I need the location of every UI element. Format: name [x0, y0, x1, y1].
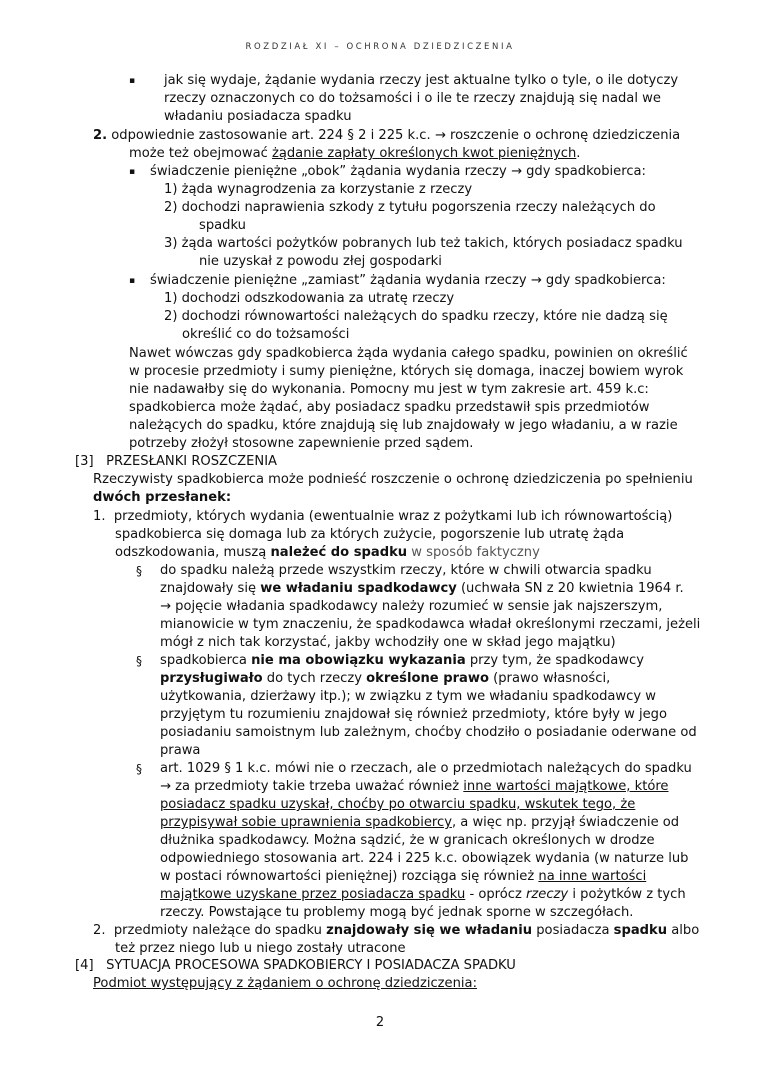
text-line: spadkobierca nie ma obowiązku wykazania przy tym, że spadkodawcy — [160, 653, 644, 668]
text-line: znajdowały się we władaniu spadkodawcy (uchwała SN z 20 kwietnia 1964 r. — [160, 581, 684, 596]
list-item-1: 1. przedmioty, których wydania (ewentualnie wraz z pożytkami lub ich równowartością) — [93, 509, 673, 524]
text-line: Nawet wówczas gdy spadkobierca żąda wydania całego spadku, powinien on określić — [129, 346, 688, 361]
text-line: spadkobierca się domaga lub za których zużycie, pogorszenie lub utratę żąda — [115, 527, 625, 542]
bullet-marker: ▪ — [129, 76, 136, 86]
arrow-icon: → — [510, 164, 522, 179]
text-line: do spadku należą przede wszystkim rzeczy, które w chwili otwarcia spadku — [160, 563, 652, 578]
text-line: dwóch przesłanek: — [93, 490, 232, 505]
text-line: władaniu posiadacza spadku — [164, 109, 352, 124]
list-item-2: 2. odpowiednie zastosowanie art. 224 § 2 i 225 k.c. → roszczenie o ochronę dziedziczenia — [93, 128, 681, 143]
text-line: mianowicie w tym znaczeniu, że spadkodawca władał określonymi rzeczami, jeżeli — [160, 617, 701, 632]
text-line: określić co do tożsamości — [182, 327, 350, 342]
text-line: świadczenie pieniężne „obok” żądania wydania rzeczy → gdy spadkobierca: — [150, 164, 646, 179]
text-line: rzeczy oznaczonych co do tożsamości i o ile te rzeczy znajdują się nadal we — [164, 91, 661, 106]
text-line: przysługiwało do tych rzeczy określone prawo (prawo własności, — [160, 671, 611, 686]
numbered-item: 1) żąda wynagrodzenia za korzystanie z rzeczy — [164, 182, 473, 197]
text-line: w postaci równowartości pieniężnej) rozciąga się również na inne wartości — [160, 869, 647, 884]
list-number: 2. — [93, 128, 108, 143]
list-item-2: 2. przedmioty należące do spadku znajdowały się we władaniu posiadacza spadku albo — [93, 923, 700, 938]
text-line: Podmiot występujący z żądaniem o ochronę dziedziczenia: — [93, 976, 477, 991]
arrow-icon: → — [160, 599, 171, 614]
text-line: → za przedmioty takie trzeba uważać również inne wartości majątkowe, które — [160, 779, 669, 794]
bullet-marker: ▪ — [129, 167, 136, 177]
text-line: prawa — [160, 743, 201, 758]
text-line: należących do spadku, które znajdują się lub znajdowały w jego władaniu, a w razie — [129, 418, 678, 433]
text-line: też przez niego lub u niego zostały utracone — [115, 941, 406, 956]
text-line: Rzeczywisty spadkobierca może podnieść roszczenie o ochronę dziedziczenia po spełnieniu — [93, 472, 693, 487]
text-line: posiadaniu samoistnym lub zależnym, choćby chodziło o posiadanie oderwane od — [160, 725, 697, 740]
running-header: ROZDZIAŁ XI – OCHRONA DZIEDZICZENIA — [245, 42, 515, 52]
text-line: art. 1029 § 1 k.c. mówi nie o rzeczach, ale o przedmiotach należących do spadku — [160, 761, 692, 776]
text-line: użytkowania, dzierżawy itp.); w związku z tym we władaniu spadkodawcy w — [160, 689, 656, 704]
text-line: może też obejmować żądanie zapłaty określonych kwot pieniężnych. — [129, 146, 581, 161]
text-line: posiadacz spadku uzyskał, choćby po otwarciu spadku, wskutek tego, że — [160, 797, 636, 812]
text-line: spadkobierca może żądać, aby posiadacz spadku przedstawił spis przedmiotów — [129, 400, 650, 415]
text-line: przyjętym tu rozumieniu znajdował się również przedmioty, które były w jego — [160, 707, 667, 722]
text-line: dłużnika spadkodawcy. Można sądzić, że w granicach określonych w drodze — [160, 833, 655, 848]
section-heading: [4] SYTUACJA PROCESOWA SPADKOBIERCY I POSIADACZA SPADKU — [75, 958, 516, 973]
text-line: odszkodowania, muszą należeć do spadku w sposób faktyczny — [115, 545, 540, 560]
section-marker: § — [136, 762, 142, 776]
text-line: nie nadawałby się do wykonania. Pomocny mu jest w tym zakresie art. 459 k.c: — [129, 382, 649, 397]
text-line: nie uzyskał z powodu złej gospodarki — [199, 254, 442, 269]
text-line: jak się wydaje, żądanie wydania rzeczy jest aktualne tylko o tyle, o ile dotyczy — [164, 73, 679, 88]
arrow-icon: → — [530, 273, 542, 288]
text-line: mógł z nich tak korzystać, jakby wchodziły one w skład jego majątku) — [160, 635, 616, 650]
text-line: świadczenie pieniężne „zamiast” żądania wydania rzeczy → gdy spadkobierca: — [150, 273, 666, 288]
text-line: rzeczy. Powstające tu problemy mogą być jednak sporne w szczegółach. — [160, 905, 634, 920]
text-line: potrzeby złożył stosowne zapewnienie przed sądem. — [129, 436, 474, 451]
text-line: odpowiedniego stosowania art. 224 i 225 k.c. obowiązek wydania (w naturze lub — [160, 851, 689, 866]
section-marker: § — [136, 654, 142, 668]
numbered-item: 2) dochodzi naprawienia szkody z tytułu pogorszenia rzeczy należących do — [164, 200, 656, 215]
text-line: spadku — [199, 218, 246, 233]
page-number: 2 — [375, 1015, 385, 1030]
numbered-item: 3) żąda wartości pożytków pobranych lub też takich, których posiadacz spadku — [164, 236, 683, 251]
arrow-icon: → — [160, 779, 171, 794]
bullet-marker: ▪ — [129, 276, 136, 286]
text-line: majątkowe uzyskane przez posiadacza spadku - oprócz rzeczy i pożytków z tych — [160, 887, 686, 902]
text-line: przypisywał sobie uprawnienia spadkobiercy, a więc np. przyjął świadczenie od — [160, 815, 680, 830]
numbered-item: 1) dochodzi odszkodowania za utratę rzeczy — [164, 291, 455, 306]
numbered-item: 2) dochodzi równowartości należących do spadku rzeczy, które nie dadzą się — [164, 309, 668, 324]
arrow-icon: → — [434, 128, 446, 143]
section-marker: § — [136, 564, 142, 578]
text-line: w procesie przedmioty i sumy pieniężne, których się domaga, inaczej bowiem wyrok — [129, 364, 684, 379]
section-heading: [3] PRZESŁANKI ROSZCZENIA — [75, 454, 278, 469]
text-line: → pojęcie władania spadkodawcy należy rozumieć w sensie jak najszerszym, — [160, 599, 663, 614]
